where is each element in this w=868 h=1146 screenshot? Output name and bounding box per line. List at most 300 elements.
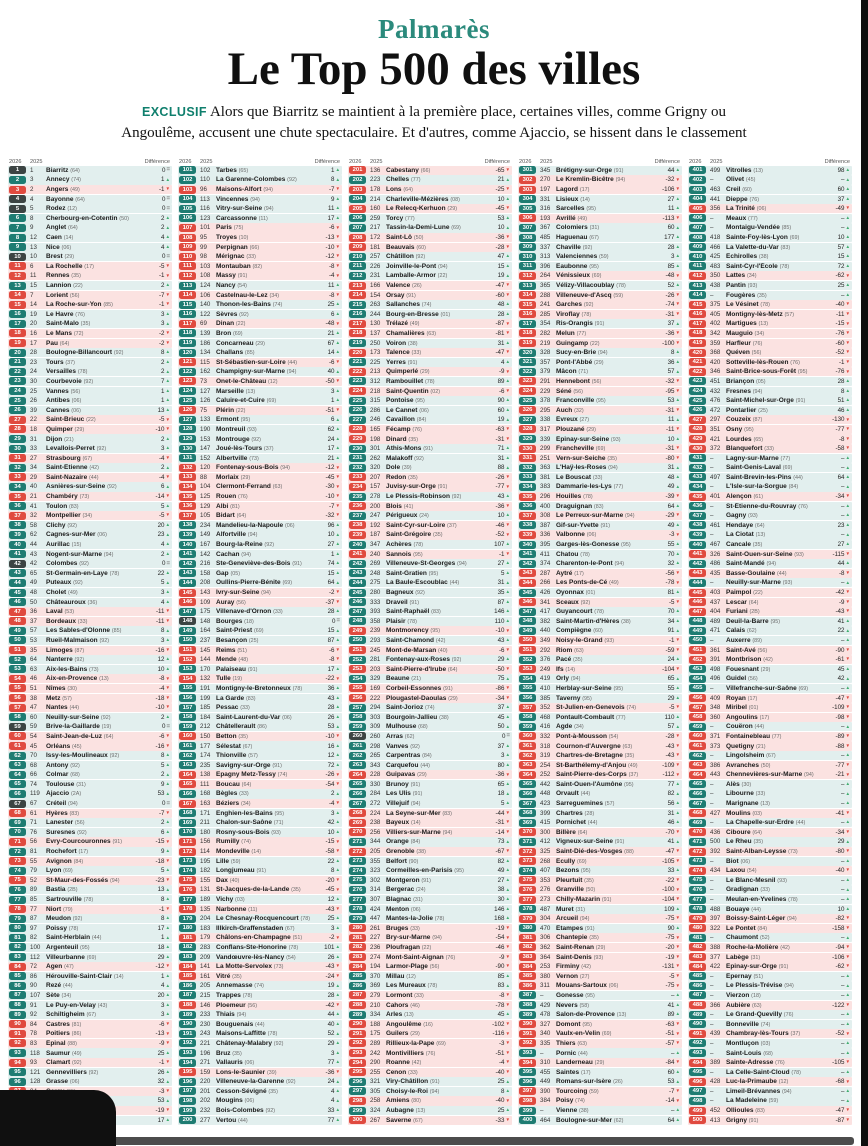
table-row — [8, 569, 172, 578]
table-row — [688, 847, 852, 856]
rank-difference — [499, 1040, 510, 1047]
department-number: (51) — [292, 935, 303, 942]
department-number: (42) — [411, 1060, 422, 1067]
trend-down-icon: ▼ — [335, 838, 340, 844]
rank-2025: 11 — [30, 272, 37, 280]
department-number: (29) — [447, 206, 457, 213]
rank-2026-badge: 155 — [179, 684, 196, 692]
rank-difference — [836, 743, 851, 750]
rank-2025: 95 — [200, 234, 207, 242]
difference-value: 89 — [497, 377, 505, 385]
rank-2026-badge: 88 — [9, 1001, 26, 1009]
trend-up-icon: ▲ — [165, 627, 170, 633]
city-name: Évreux (27) — [556, 416, 590, 424]
rank-2026-badge: 67 — [9, 800, 26, 808]
rank-2025: 392 — [710, 848, 721, 856]
rank-2025: 397 — [710, 915, 721, 923]
department-number: (95) — [744, 426, 754, 433]
rank-2026-badge: 428 — [689, 425, 706, 433]
rank-difference — [328, 896, 340, 903]
trend-up-icon: ▲ — [335, 761, 340, 767]
rank-2025: 449 — [540, 1078, 551, 1086]
table-row — [348, 703, 512, 712]
trend-up-icon: ▲ — [505, 877, 510, 883]
table-row — [348, 981, 512, 990]
difference-value: -74 — [665, 301, 675, 309]
difference-value: 1 — [161, 972, 165, 980]
trend-down-icon: ▼ — [675, 445, 680, 451]
rank-2025: 40 — [30, 483, 37, 491]
table-row — [348, 300, 512, 309]
city-name: Vincennes (94) — [216, 195, 260, 203]
city-name: Ollioules (83) — [726, 1107, 765, 1115]
difference-value: 177 — [664, 234, 675, 242]
rank-2025: 23 — [30, 358, 37, 366]
city-name: Biarritz (64) — [46, 166, 80, 174]
rank-2025: 440 — [540, 627, 551, 635]
trend-up-icon: ▲ — [845, 627, 850, 633]
city-name: Lorient (56) — [46, 291, 80, 299]
rank-difference — [836, 608, 851, 615]
department-number: (95) — [430, 628, 441, 635]
difference-value: -26 — [495, 473, 505, 481]
city-name: Laval (53) — [46, 608, 75, 616]
department-number: (56) — [751, 350, 762, 357]
rank-2026-badge: 447 — [689, 608, 706, 616]
difference-value: 37 — [837, 195, 845, 203]
rank-2026-badge: 305 — [519, 205, 536, 213]
table-row — [348, 434, 512, 443]
rank-2025: 55 — [30, 857, 37, 865]
rank-difference — [836, 733, 851, 740]
city-name: Saint-Herblain (44) — [46, 934, 102, 942]
department-number: (29) — [74, 426, 85, 433]
rank-difference — [498, 858, 510, 865]
rank-2025: 216 — [200, 560, 211, 568]
rank-2026-badge: 260 — [349, 732, 366, 740]
table-row — [178, 972, 342, 981]
department-number: (83) — [245, 695, 256, 702]
difference-value: -57 — [665, 1039, 675, 1047]
difference-value: -7 — [158, 809, 165, 817]
table-row — [8, 1020, 172, 1029]
city-name: Lescar (64) — [726, 598, 759, 606]
difference-value: 146 — [494, 608, 505, 616]
city-name: Saint-Cyr-l'École (78) — [726, 262, 790, 270]
city-name: Neuilly-sur-Marne (93) — [726, 579, 793, 587]
difference-value: 53 — [157, 790, 165, 798]
difference-value: -31 — [665, 406, 675, 414]
department-number: (65) — [238, 167, 249, 174]
city-name: Villeneuve-la-Garenne (92) — [216, 1078, 296, 1086]
trend-up-icon: ▲ — [505, 416, 510, 422]
trend-down-icon: ▼ — [505, 502, 510, 508]
rank-2026-badge: 432 — [689, 464, 706, 472]
table-row — [348, 866, 512, 875]
rank-2025: 26 — [30, 397, 37, 405]
trend-down-icon: ▼ — [845, 1078, 850, 1084]
difference-value: -62 — [835, 272, 845, 280]
rank-2025: 63 — [30, 665, 37, 673]
rank-2025: 165 — [370, 425, 381, 433]
rank-difference — [156, 963, 171, 970]
rank-difference — [841, 886, 850, 893]
difference-value: -11 — [665, 425, 675, 433]
rank-2026-badge: 324 — [519, 387, 536, 395]
rank-2026-badge: 167 — [179, 800, 196, 808]
rank-2026-badge: 414 — [689, 291, 706, 299]
difference-value: -8 — [158, 675, 165, 683]
city-name: Dieppe (76) — [726, 195, 760, 203]
rank-2025: 287 — [540, 569, 551, 577]
department-number: (05) — [230, 570, 241, 577]
table-row — [518, 857, 682, 866]
difference-value: -78 — [495, 1001, 505, 1009]
department-number: (31) — [76, 781, 86, 788]
city-name: Châlons-en-Champagne (51) — [216, 934, 303, 942]
trend-down-icon: ▼ — [505, 167, 510, 173]
city-name: St-Germain-en-Laye (78) — [46, 569, 120, 577]
city-name: Granville (50) — [556, 886, 596, 894]
rank-2025: 360 — [710, 713, 721, 721]
department-number: (91) — [423, 446, 433, 453]
trend-up-icon: ▲ — [505, 800, 510, 806]
table-row — [178, 425, 342, 434]
department-number: (76) — [445, 954, 456, 961]
city-name: Nîmes (30) — [46, 684, 77, 692]
rank-difference — [668, 368, 680, 375]
city-name: Mandelieu-la-Napoule (06) — [216, 521, 295, 529]
difference-value: -32 — [665, 377, 675, 385]
rank-difference — [329, 292, 340, 299]
trend-up-icon: ▲ — [335, 522, 340, 528]
difference-value: -39 — [665, 493, 675, 501]
difference-value: -47 — [835, 1107, 845, 1115]
difference-value: 42 — [837, 675, 845, 683]
department-number: (34) — [240, 801, 251, 808]
table-row — [348, 1087, 512, 1096]
trend-up-icon: ▲ — [335, 992, 340, 998]
rank-2025: 367 — [540, 224, 551, 232]
rank-2026-badge: 368 — [519, 809, 536, 817]
rank-2026-badge: 385 — [519, 972, 536, 980]
table-row — [178, 339, 342, 348]
city-name: Vaulx-en-Velin (69) — [556, 1030, 612, 1038]
rank-2026-badge: 292 — [349, 1039, 366, 1047]
trend-up-icon: ▲ — [165, 1068, 170, 1074]
rank-difference — [666, 176, 681, 183]
city-name: Bayeux (14) — [386, 819, 421, 827]
rank-difference — [494, 906, 510, 913]
difference-value: 1 — [161, 934, 165, 942]
rank-2026-badge: 235 — [349, 493, 366, 501]
rank-difference — [666, 752, 681, 759]
department-number: (35) — [573, 657, 583, 664]
rank-2026-badge: 307 — [519, 224, 536, 232]
city-name: L'Haÿ-les-Roses (94) — [556, 464, 618, 472]
rank-2025: – — [710, 464, 714, 472]
city-name: Quetigny (21) — [726, 742, 766, 750]
difference-value: 32 — [157, 1078, 165, 1086]
difference-value: 8 — [161, 627, 165, 635]
city-name: La Chapelle-sur-Erdre (44) — [726, 819, 806, 827]
city-name: Boucau (64) — [216, 780, 252, 788]
department-number: (56) — [591, 378, 602, 385]
city-name: Charenton-le-Pont (94) — [556, 560, 625, 568]
rank-2026-badge: 498 — [689, 1097, 706, 1105]
rank-difference — [499, 992, 510, 999]
rank-2026-badge: 56 — [9, 694, 26, 702]
department-number: (31) — [413, 897, 423, 904]
city-name: Concarneau (29) — [216, 339, 265, 347]
trend-up-icon: ▲ — [505, 857, 510, 863]
rank-2026-badge: 159 — [179, 723, 196, 731]
rank-difference — [328, 762, 340, 769]
rank-2025: 400 — [540, 502, 551, 510]
rank-2026-badge: 408 — [689, 234, 706, 242]
department-number: (74) — [575, 1098, 585, 1105]
department-number: (95) — [580, 868, 591, 875]
department-number: (19) — [232, 676, 243, 683]
department-number: (91) — [778, 964, 789, 971]
table-row — [688, 204, 852, 213]
rank-2025: 263 — [370, 301, 381, 309]
department-number: (85) — [111, 628, 122, 635]
difference-value: -131 — [662, 963, 675, 971]
city-name: Castelnau-le-Lez (34) — [216, 291, 280, 299]
city-name: Saumur (49) — [46, 1049, 82, 1057]
rank-difference — [839, 359, 850, 366]
trend-down-icon: ▼ — [335, 502, 340, 508]
city-name: Nice (06) — [46, 243, 72, 251]
rank-difference — [329, 503, 340, 510]
rank-2025: 279 — [370, 991, 381, 999]
rank-difference — [329, 800, 340, 807]
rank-difference — [666, 1040, 681, 1047]
city-name: Rumilly (74) — [216, 838, 251, 846]
trend-down-icon: ▼ — [505, 925, 510, 930]
rank-2026-badge: 460 — [689, 732, 706, 740]
rank-difference — [832, 1059, 850, 1066]
city-name: Montigny-lès-Metz (57) — [726, 310, 795, 318]
city-name: Sète (34) — [46, 991, 72, 999]
table-row — [348, 233, 512, 242]
department-number: (35) — [232, 973, 242, 980]
rank-2026-badge: 475 — [689, 876, 706, 884]
rank-2026-badge: 265 — [349, 780, 366, 788]
rank-2026-badge: 438 — [689, 521, 706, 529]
rank-2025: 326 — [710, 550, 721, 558]
table-row — [518, 473, 682, 482]
trend-up-icon: ▲ — [845, 857, 850, 863]
trend-up-icon: ▲ — [845, 215, 850, 221]
difference-value: 25 — [327, 915, 335, 923]
difference-value: -7 — [158, 291, 165, 299]
trend-up-icon: ▲ — [505, 781, 510, 787]
rank-difference — [161, 397, 170, 404]
rank-2026-badge: 82 — [9, 943, 26, 951]
rank-difference — [841, 781, 850, 788]
difference-value: – — [841, 1087, 845, 1095]
rank-2025: 310 — [540, 1059, 551, 1067]
city-name: Périgueux (24) — [386, 512, 429, 520]
difference-value: 96 — [327, 521, 335, 529]
trend-up-icon: ▲ — [845, 454, 850, 460]
department-number: (80) — [411, 1098, 421, 1105]
trend-up-icon: ▲ — [675, 618, 680, 623]
department-number: (33) — [760, 887, 770, 894]
department-number: (32) — [574, 407, 584, 414]
table-row — [348, 550, 512, 559]
rank-difference — [328, 522, 340, 529]
rank-difference — [156, 618, 170, 625]
department-number: (45) — [745, 177, 756, 184]
city-name: Haguenau (67) — [556, 234, 599, 242]
table-row — [8, 243, 172, 252]
trend-up-icon: ▲ — [845, 800, 850, 806]
department-number: (69) — [798, 685, 809, 692]
table-row — [8, 185, 172, 194]
difference-value: 24 — [327, 435, 335, 443]
trend-up-icon: ▲ — [335, 819, 340, 825]
rank-2026-badge: 191 — [179, 1030, 196, 1038]
rank-2026-badge: 109 — [179, 243, 196, 251]
rank-difference — [326, 973, 341, 980]
difference-value: 17 — [157, 1116, 165, 1124]
city-name: Tarbes (65) — [216, 166, 249, 174]
difference-value: – — [841, 176, 845, 184]
rank-difference — [838, 474, 850, 481]
rank-2025: 359 — [710, 339, 721, 347]
rank-2026-badge: 39 — [9, 531, 26, 539]
city-name: Bourg-en-Bresse (01) — [386, 310, 451, 318]
city-name: Brest (29) — [46, 253, 75, 261]
rank-2025: – — [540, 991, 544, 999]
table-row — [688, 243, 852, 252]
table-row — [178, 1020, 342, 1029]
difference-value: -8 — [838, 569, 845, 577]
rank-2026-badge: 333 — [519, 473, 536, 481]
table-row — [348, 415, 512, 424]
rank-difference — [498, 176, 510, 183]
rank-difference — [841, 224, 850, 231]
city-name: Valenciennes (59) — [556, 253, 609, 261]
city-name: Saint-Avé (56) — [726, 646, 768, 654]
difference-value: 41 — [667, 1001, 675, 1009]
difference-value: 37 — [497, 704, 505, 712]
rank-2026-badge: 478 — [689, 905, 706, 913]
difference-value: 44 — [327, 1011, 335, 1019]
rank-difference — [836, 493, 851, 500]
difference-value: 2 — [161, 713, 165, 721]
city-name: Neuilly-sur-Seine (92) — [46, 713, 111, 721]
trend-down-icon: ▼ — [505, 474, 510, 480]
city-name: Sceaux (92) — [556, 598, 591, 606]
rank-2025: 155 — [200, 876, 211, 884]
rank-2025: – — [710, 857, 714, 865]
city-name: Bagneux (92) — [386, 589, 425, 597]
rank-2026-badge: 346 — [519, 598, 536, 606]
table-row — [8, 1029, 172, 1038]
table-row — [518, 953, 682, 962]
city-name: Marseille (13) — [216, 387, 256, 395]
trend-down-icon: ▼ — [505, 531, 510, 537]
department-number: (17) — [84, 263, 94, 270]
rank-2025: 185 — [200, 704, 211, 712]
rank-2026-badge: 472 — [689, 848, 706, 856]
rank-2025: 467 — [710, 541, 721, 549]
difference-value: -3 — [158, 1087, 165, 1095]
department-number: (35) — [753, 839, 764, 846]
rank-difference — [328, 1040, 340, 1047]
department-number: (76) — [775, 1060, 785, 1067]
department-number: (52) — [759, 935, 770, 942]
trend-down-icon: ▼ — [335, 877, 340, 883]
city-name: Bourg-la-Reine (92) — [216, 541, 274, 549]
table-row — [518, 981, 682, 990]
department-number: (94) — [263, 187, 273, 194]
rank-2025: 338 — [540, 416, 551, 424]
department-number: (44) — [793, 474, 803, 481]
difference-value: 3 — [331, 387, 335, 395]
department-number: (67) — [589, 235, 599, 242]
rank-2025: 417 — [540, 608, 551, 616]
rank-2026-badge: 73 — [9, 857, 26, 865]
rank-2026-badge: 405 — [689, 205, 706, 213]
table-row — [518, 1106, 682, 1115]
rank-2026-badge: 350 — [519, 636, 536, 644]
table-row — [178, 1001, 342, 1010]
trend-up-icon: ▲ — [505, 982, 510, 988]
department-number: (25) — [758, 407, 768, 414]
rank-difference — [161, 311, 170, 318]
difference-value: -88 — [835, 742, 845, 750]
trend-down-icon: ▼ — [675, 896, 680, 902]
city-name: Pornichet (44) — [556, 819, 598, 827]
table-row — [688, 694, 852, 703]
rank-2026-badge: 491 — [689, 1030, 706, 1038]
table-row — [518, 454, 682, 463]
rank-2025: 309 — [370, 723, 381, 731]
department-number: (35) — [757, 292, 767, 299]
department-number: (57) — [604, 801, 615, 808]
rank-2026-badge: 325 — [519, 397, 536, 405]
table-row — [348, 905, 512, 914]
rank-2025: 298 — [370, 742, 381, 750]
city-name: Cagnes-sur-Mer (06) — [46, 531, 107, 539]
department-number: (31) — [575, 906, 586, 913]
table-row — [8, 588, 172, 597]
rank-2026-badge: 481 — [689, 934, 706, 942]
difference-value: 82 — [667, 790, 675, 798]
rank-2026-badge: 306 — [519, 214, 536, 222]
rank-difference — [331, 388, 340, 395]
city-name: Lingolsheim (67) — [726, 752, 776, 760]
header-difference: Différence — [824, 158, 850, 165]
trend-down-icon: ▼ — [335, 358, 340, 364]
department-number: (29) — [594, 359, 604, 366]
rank-2025: 199 — [200, 694, 211, 702]
city-name: Poisy (74) — [556, 1097, 585, 1105]
rank-difference — [666, 301, 681, 308]
department-number: (57) — [784, 311, 795, 318]
difference-value: -75 — [665, 934, 675, 942]
table-row — [178, 741, 342, 750]
rank-2025: 137 — [370, 329, 381, 337]
trend-down-icon: ▼ — [845, 656, 850, 662]
table-row — [8, 991, 172, 1000]
rank-difference — [838, 397, 850, 404]
